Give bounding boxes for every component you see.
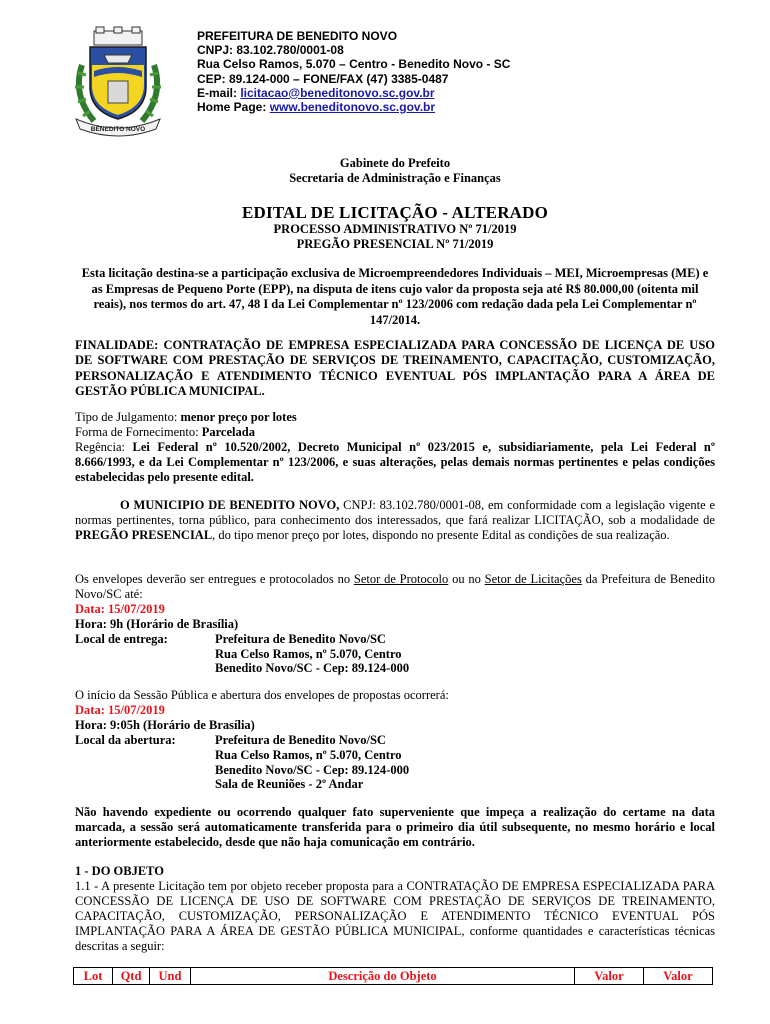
env-text-3: da Prefeitura de Benedito Novo/SC até: <box>75 572 715 601</box>
setor-protocolo: Setor de Protocolo <box>353 572 449 586</box>
municipio-paragraph <box>75 498 715 543</box>
objeto-text: 1.1 - A presente Licitação tem por objeto receber proposta para a CONTRATAÇÃO DE EMPRESA ESPECIALIZADA PARA CONCESSÃO DE LICENÇA DE USO DE SOFTWARE COM PRESTAÇÃO DE SERVIÇOS DE TREINAMENTO, CAPACITAÇÃO, CUSTOMIZAÇÃO, PERSONALIZAÇÃO E ATENDIMENTO TÉCNICO EVENTUAL PÓS IMPLANTAÇÃO PARA A ÁREA DE GESTÃO PÚBLICA MUNICIPAL, conforme quantidades e características técnicas descritas a seguir: <box>75 878 715 953</box>
org-cnpj: CNPJ: 83.102.780/0001-08 <box>197 43 344 58</box>
org-address: Rua Celso Ramos, 5.070 – Centro - Benedito Novo - SC <box>197 57 511 72</box>
pregao-number: PREGÃO PRESENCIAL Nº 71/2019 <box>296 236 494 251</box>
office-block <box>75 156 715 186</box>
items-table <box>73 967 713 985</box>
modalidade: PREGÃO PRESENCIAL <box>75 527 213 542</box>
office-line-1: Gabinete do Prefeito <box>339 156 451 170</box>
envelopes-text <box>75 572 715 602</box>
document-title: EDITAL DE LICITAÇÃO - ALTERADO <box>241 203 549 222</box>
org-email-line <box>197 86 510 100</box>
entrega-line-3: Benedito Novo/SC - Cep: 89.124-000 <box>215 661 410 676</box>
sessao-line-1: Prefeitura de Benedito Novo/SC <box>215 732 386 747</box>
forma-value: Parcelada <box>201 424 255 439</box>
org-name: PREFEITURA DE BENEDITO NOVO <box>197 29 398 43</box>
sessao-intro: O início da Sessão Pública e abertura dos envelopes de propostas ocorrerá: <box>75 688 449 702</box>
exclusivity-intro: Esta licitação destina-se a participação exclusiva de Microempreendedores Individuais – MEI, Microempresas (ME) e as Empresas de Pequeno Porte (EPP), na disputa de itens cujo valor da proposta seja até R$ 80.000,00 (oitenta mil reais), nos termos do art. 47, 48 I da Lei Complementar nº 123/2006 com redação dada pela Lei Complementar nº 147/2014. <box>81 266 709 327</box>
regencia-value: Lei Federal nº 10.520/2002, Decreto Municipal nº 023/2015 e, subsidiariamente, pela Lei Federal nº 8.666/1993, e da Lei Complementar nº 123/2006, e suas alterações, pelas demais normas pertinentes e pelas condições estabelecidas pelo presente edital. <box>75 439 715 484</box>
org-cep-phone: CEP: 89.124-000 – FONE/FAX (47) 3385-0487 <box>197 71 449 86</box>
col-valor-total: Valor <box>644 968 713 985</box>
finalidade-paragraph: FINALIDADE: CONTRATAÇÃO DE EMPRESA ESPECIALIZADA PARA CONCESSÃO DE LICENÇA DE USO DE SOFTWARE COM PRESTAÇÃO DE SERVIÇOS DE TREINAMENTO, CAPACITAÇÃO, CUSTOMIZAÇÃO, PERSONALIZAÇÃO E ATENDIMENTO TÉCNICO EVENTUAL PÓS IMPLANTAÇÃO PARA A ÁREA DE GESTÃO PÚBLICA MUNICIPAL. <box>75 338 715 398</box>
municipio-name: O MUNICIPIO DE BENEDITO NOVO, <box>120 498 340 512</box>
municipio-text-1: CNPJ: 83.102.780/0001-08, em conformidade com a legislação vigente e normas pertinentes, torna público, para conhecimento dos interessados, que fará realizar LICITAÇÃO, sob a modalidade de <box>75 498 715 527</box>
sessao-date: Data: 15/07/2019 <box>75 702 165 717</box>
judgment-info <box>75 410 715 485</box>
envelopes-block <box>75 572 715 676</box>
sessao-line-4: Sala de Reuniões - 2º Andar <box>215 777 364 792</box>
objeto-section <box>75 864 715 953</box>
homepage-link[interactable]: www.beneditonovo.sc.gov.br <box>269 100 436 115</box>
header-info <box>197 29 510 114</box>
sessao-line-2: Rua Celso Ramos, nº 5.070, Centro <box>215 747 402 762</box>
entrega-date: Data: 15/07/2019 <box>75 601 165 616</box>
col-lot: Lot <box>74 968 113 985</box>
forma-fornecimento <box>75 425 715 440</box>
col-valor-unit: Valor <box>575 968 644 985</box>
org-homepage-line <box>197 100 510 114</box>
municipio-text-2: , do tipo menor preço por lotes, dispondo no presente Edital as condições de sua realização. <box>212 527 670 542</box>
office-line-2: Secretaria de Administração e Finanças <box>289 171 501 185</box>
entrega-local-address <box>215 632 409 677</box>
tipo-julgamento <box>75 410 715 425</box>
notice-paragraph: Não havendo expediente ou ocorrendo qualquer fato superveniente que impeça a realização do certame na data marcada, a sessão será automaticamente transferida para o primeiro dia útil subsequente, no mesmo horário e local anteriormente estabelecido, desde que não haja comunicação em contrário. <box>75 805 715 849</box>
process-block <box>75 222 715 251</box>
col-qtd: Qtd <box>113 968 150 985</box>
setor-licitacoes: Setor de Licitações <box>484 572 582 586</box>
sessao-block <box>75 688 715 792</box>
col-und: Und <box>150 968 191 985</box>
regencia <box>75 440 715 485</box>
entrega-hour: Hora: 9h (Horário de Brasília) <box>75 616 239 631</box>
entrega-local <box>75 632 715 677</box>
objeto-heading: 1 - DO OBJETO <box>75 864 165 878</box>
env-text-1: Os envelopes deverão ser entregues e protocolados no <box>75 572 354 586</box>
regencia-label: Regência: <box>75 439 133 454</box>
homepage-label: Home Page: <box>197 100 270 115</box>
env-text-2: ou no <box>448 572 485 586</box>
sessao-hour: Hora: 9:05h (Horário de Brasília) <box>75 717 255 732</box>
entrega-line-1: Prefeitura de Benedito Novo/SC <box>215 631 386 646</box>
sessao-local-address <box>215 733 409 793</box>
process-number: PROCESSO ADMINISTRATIVO Nº 71/2019 <box>273 222 517 236</box>
sessao-local-label: Local da abertura: <box>75 732 176 747</box>
entrega-local-label: Local de entrega: <box>75 631 168 646</box>
col-descricao: Descrição do Objeto <box>191 968 575 985</box>
email-link[interactable]: licitacao@beneditonovo.sc.gov.br <box>240 85 435 100</box>
tipo-label: Tipo de Julgamento: <box>75 410 181 424</box>
email-label: E-mail: <box>197 85 241 100</box>
sessao-line-3: Benedito Novo/SC - Cep: 89.124-000 <box>215 762 410 777</box>
sessao-local <box>75 733 715 793</box>
crest-banner-text: BENEDITO NOVO <box>90 126 146 133</box>
municipal-crest-logo <box>68 25 168 137</box>
tipo-value: menor preço por lotes <box>180 410 297 424</box>
entrega-line-2: Rua Celso Ramos, nº 5.070, Centro <box>215 646 402 661</box>
items-table-header-row <box>74 968 713 985</box>
forma-label: Forma de Fornecimento: <box>75 424 202 439</box>
